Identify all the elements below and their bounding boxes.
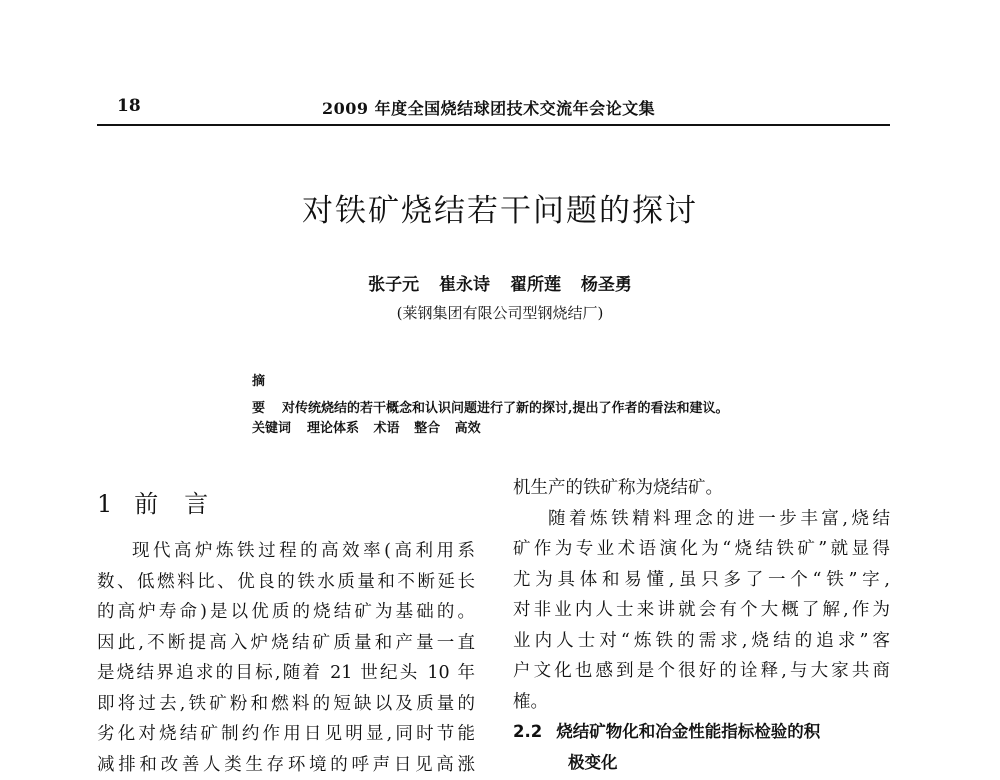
subsection-number: 2.2 <box>513 722 542 741</box>
subsection-title: 烧结矿物化和冶金性能指标检验的积 <box>556 722 820 741</box>
abstract-label: 摘要 <box>222 368 282 422</box>
abstract-text: 对传统烧结的若干概念和认识问题进行了新的探讨,提出了作者的看法和建议。 <box>282 401 729 416</box>
subsection-heading <box>513 717 890 778</box>
section-title: 前言 <box>134 490 234 518</box>
body-line: 机生产的铁矿称为烧结矿。 <box>513 473 890 504</box>
body-line: 业内人士对“炼铁的需求,烧结的追求”客 <box>513 626 890 657</box>
body-line: 尤为具体和易懂,虽只多了一个“铁”字, <box>513 565 890 596</box>
section-number: 1 <box>97 490 112 518</box>
affiliation: (莱钢集团有限公司型钢烧结厂) <box>0 302 1000 323</box>
body-line: 的高炉寿命)是以优质的烧结矿为基础的。 <box>97 597 475 628</box>
running-header: 2009 年度全国烧结球团技术交流年会论文集 <box>322 96 655 119</box>
body-line: 对非业内人士来讲就会有个大概了解,作为 <box>513 595 890 626</box>
body-line: 榷。 <box>513 687 890 718</box>
body-line: 随着炼铁精料理念的进一步丰富,烧结 <box>513 504 890 535</box>
body-line: 数、低燃料比、优良的铁水质量和不断延长 <box>97 567 475 598</box>
keywords-items: 理论体系 术语 整合 高效 <box>307 421 481 436</box>
left-column <box>97 536 475 780</box>
body-line: 即将过去,铁矿粉和燃料的短缺以及质量的 <box>97 689 475 720</box>
body-line: 减排和改善人类生存环境的呼声日见高涨 <box>97 750 475 780</box>
body-line: 是烧结界追求的目标,随着 21 世纪头 10 年 <box>97 658 475 689</box>
abstract <box>222 368 782 422</box>
keywords <box>252 417 481 436</box>
paper-title: 对铁矿烧结若干问题的探讨 <box>0 185 1000 230</box>
page-number: 18 <box>117 96 141 116</box>
authors: 张子元 崔永诗 翟所莲 杨圣勇 <box>0 270 1000 295</box>
body-line: 矿作为专业术语演化为“烧结铁矿”就显得 <box>513 534 890 565</box>
header-rule <box>97 124 890 126</box>
right-column <box>513 473 890 778</box>
subsection-title-cont: 极变化 <box>513 748 890 779</box>
keywords-label: 关键词 <box>252 421 291 436</box>
body-line: 因此,不断提高入炉烧结矿质量和产量一直 <box>97 628 475 659</box>
section-heading <box>97 484 234 519</box>
body-line: 户文化也感到是个很好的诠释,与大家共商 <box>513 656 890 687</box>
body-line: 现代高炉炼铁过程的高效率(高利用系 <box>97 536 475 567</box>
body-line: 劣化对烧结矿制约作用日见明显,同时节能 <box>97 719 475 750</box>
